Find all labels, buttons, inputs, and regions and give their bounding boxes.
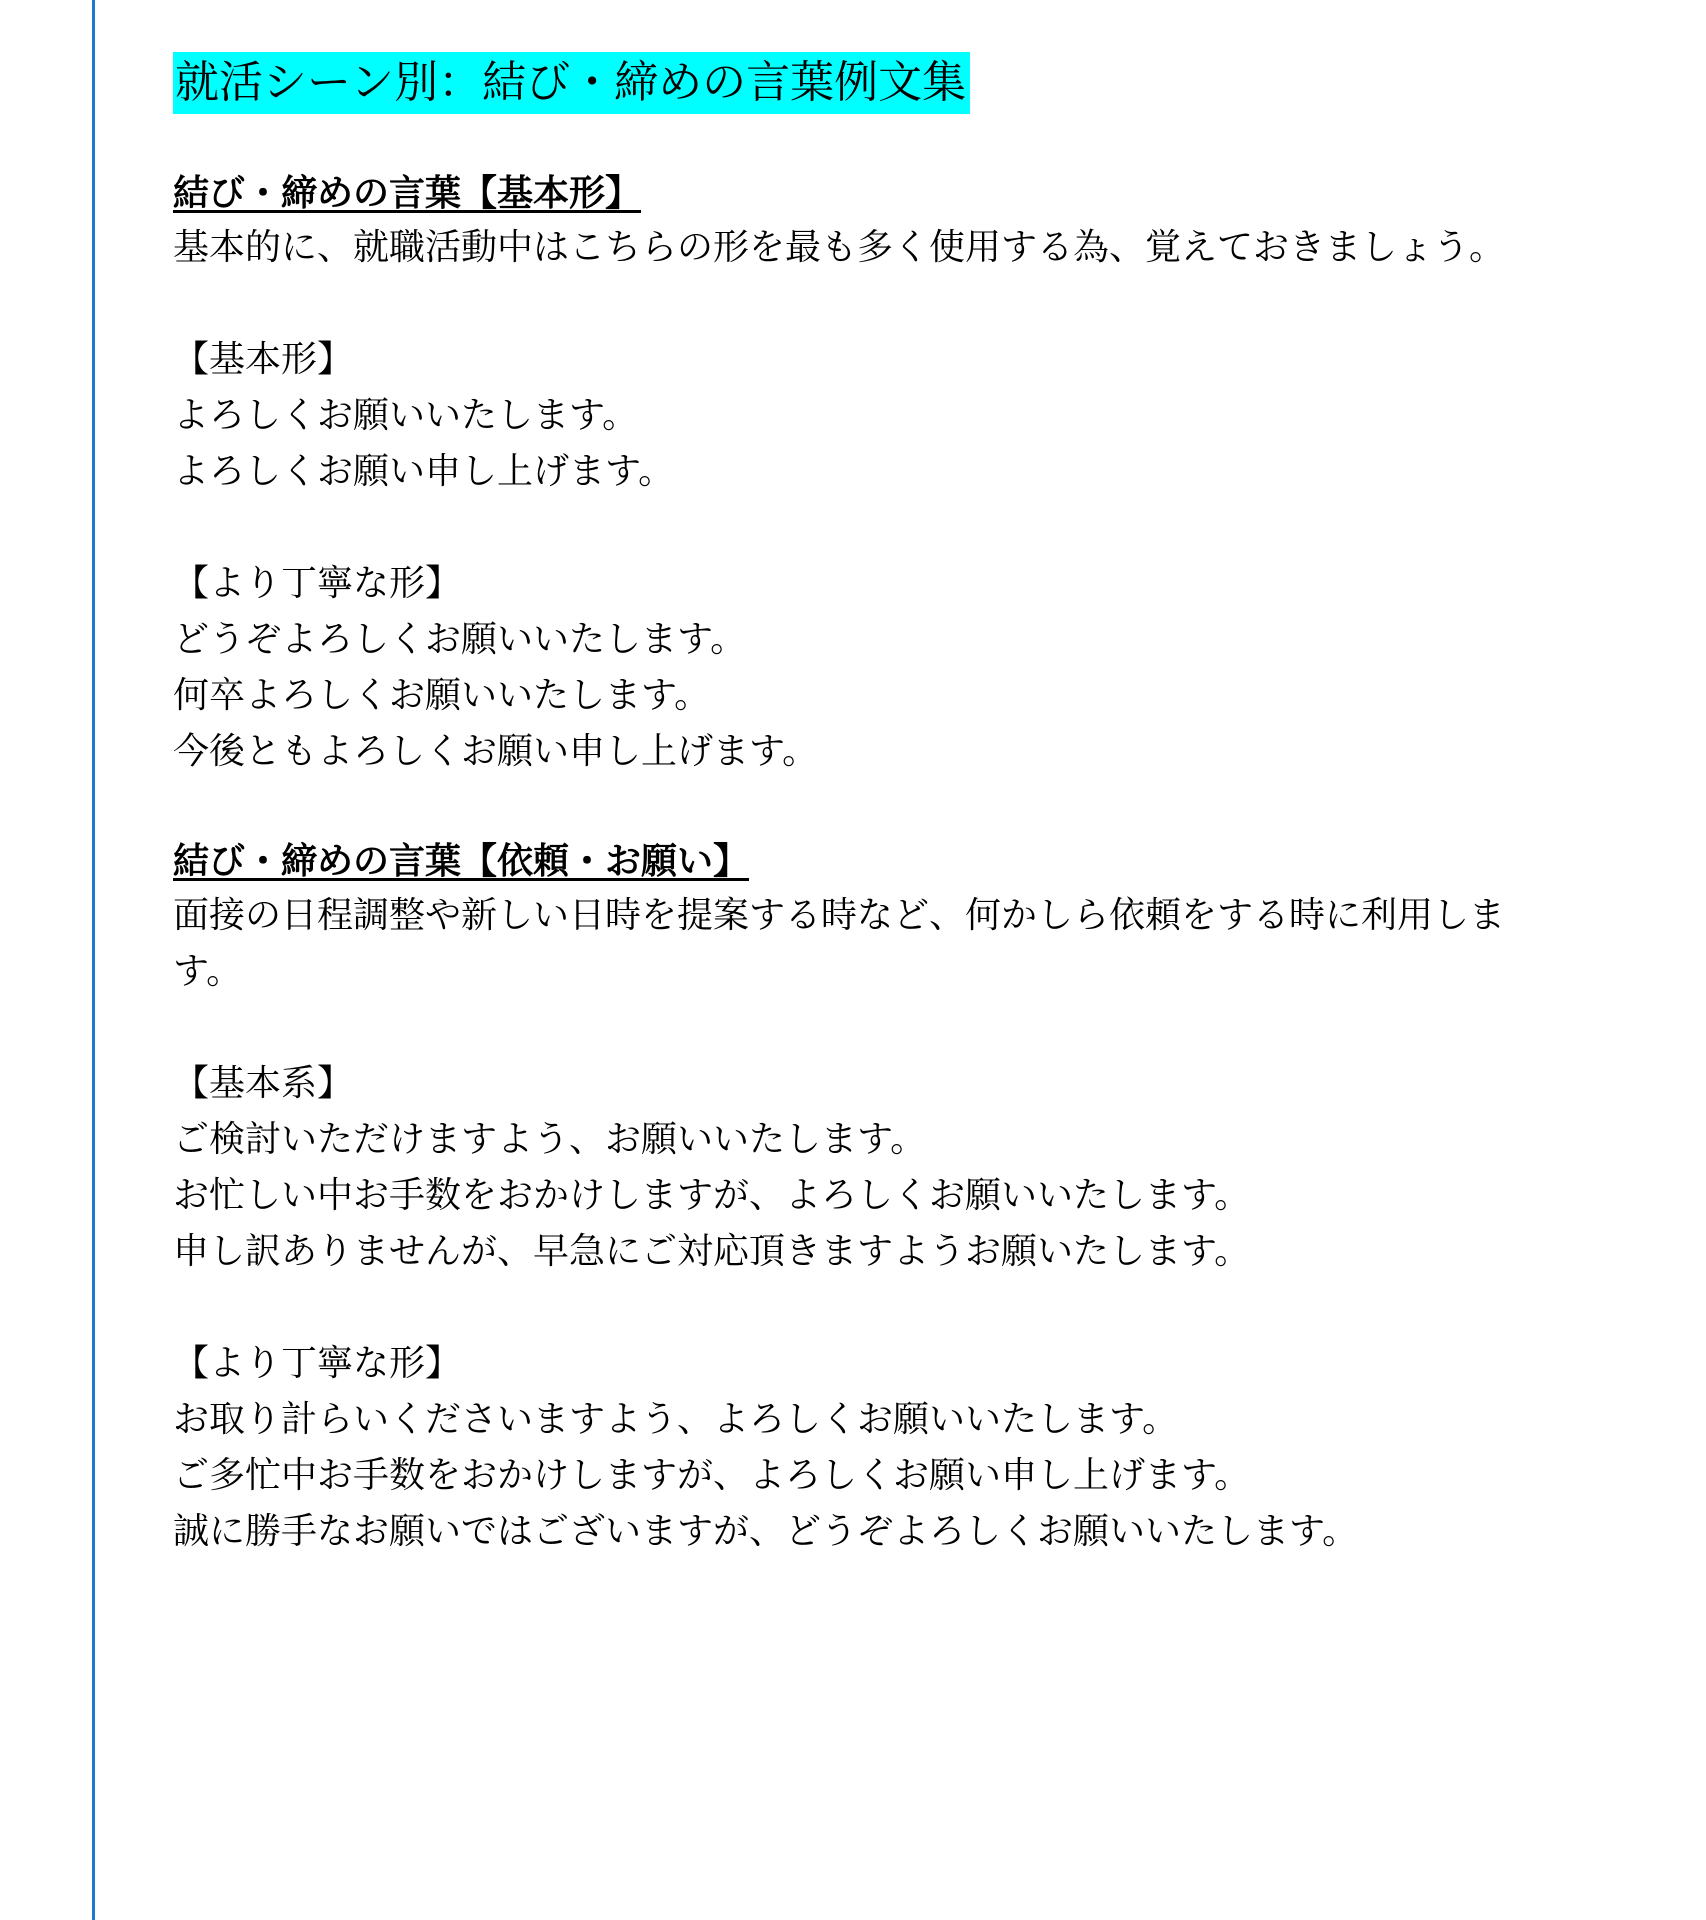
example-line: どうぞよろしくお願いいたします。 xyxy=(173,619,747,660)
example-line: お忙しい中お手数をおかけしますが、よろしくお願いいたします。 xyxy=(173,1175,1251,1216)
subsection-label: 【より丁寧な形】 xyxy=(173,1343,462,1384)
section-heading: 結び・締めの言葉【依頼・お願い】 xyxy=(173,841,750,882)
example-line: よろしくお願い申し上げます。 xyxy=(173,451,675,492)
example-line: ご多忙中お手数をおかけしますが、よろしくお願い申し上げます。 xyxy=(173,1455,1251,1496)
section-heading: 結び・締めの言葉【基本形】 xyxy=(173,173,642,214)
subsection-label: 【より丁寧な形】 xyxy=(173,563,462,604)
document-body xyxy=(173,52,1573,1560)
example-line: 今後ともよろしくお願い申し上げます。 xyxy=(173,731,819,772)
section-intro: 面接の日程調整や新しい日時を提案する時など、何かしら依頼をする時に利用します。 xyxy=(173,895,1506,992)
section-basic xyxy=(173,168,1573,780)
subsection-label: 【基本系】 xyxy=(173,1063,354,1104)
example-line: 何卒よろしくお願いいたします。 xyxy=(173,675,711,716)
example-line: お取り計らいくださいますよう、よろしくお願いいたします。 xyxy=(173,1399,1179,1440)
section-request xyxy=(173,836,1573,1560)
example-line: 誠に勝手なお願いではございますが、どうぞよろしくお願いいたします。 xyxy=(173,1511,1359,1552)
section-intro: 基本的に、就職活動中はこちらの形を最も多く使用する為、覚えておきましょう。 xyxy=(173,227,1506,268)
subsection-label: 【基本形】 xyxy=(173,339,354,380)
example-line: 申し訳ありませんが、早急にご対応頂きますようお願いたします。 xyxy=(173,1231,1251,1272)
page-title: 就活シーン別：結び・締めの言葉例文集 xyxy=(173,52,970,114)
example-line: よろしくお願いいたします。 xyxy=(173,395,639,436)
example-line: ご検討いただけますよう、お願いいたします。 xyxy=(173,1119,927,1160)
margin-line xyxy=(92,0,95,1920)
